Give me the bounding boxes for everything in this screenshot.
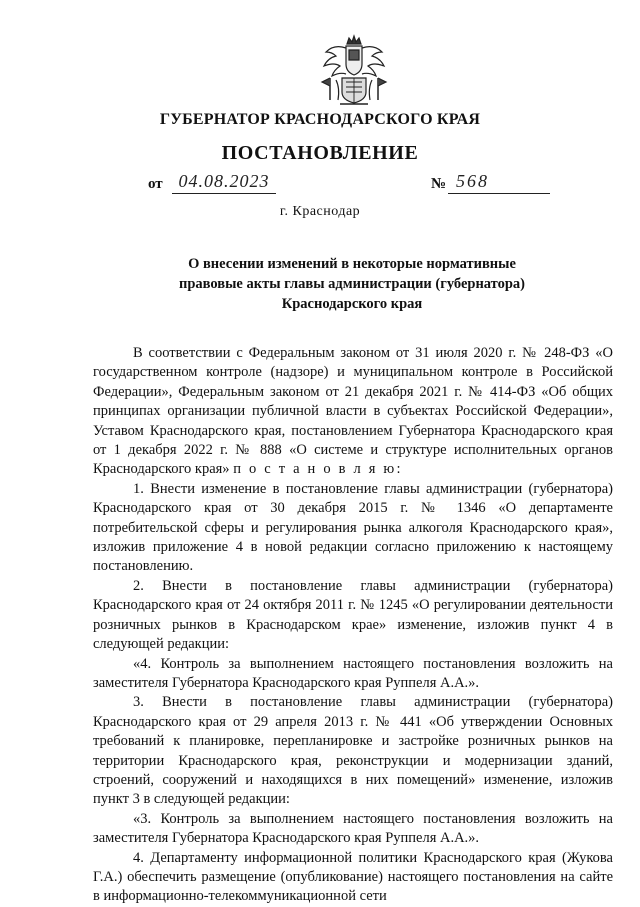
- subject-line: О внесении изменений в некоторые нормативные: [188, 256, 516, 272]
- item-2-quote: «4. Контроль за выполнением настоящего постановления возложить на заместителя Губернатора Краснодарского края Руппеля А.А.».: [93, 655, 613, 691]
- coat-of-arms-icon: [316, 34, 392, 106]
- item-1: 1. Внести изменение в постановление главы администрации (губернатора) Краснодарского края от 30 декабря 2015 г. № 1346 «О департаменте потребительской сферы и регулирования рынка алкоголя Краснодарского края», изложив приложение 4 в новой редакции согласно приложению к настоящему постановлению.: [93, 480, 613, 575]
- intro-text: В соответствии с Федеральным законом от 31 июля 2020 г. № 248-ФЗ «О государственном контроле (надзоре) и муниципальном контроле в Российской Федерации», Федеральным законом от 21 декабря 2021 г. № 414-ФЗ «Об общих принципах организации публичной власти в субъектах Российской Федерации», Уставом Краснодарского края, постановлением Губернатора Краснодарского края от 1 декабря 2022 г. № 888 «О системе и структуре исполнительных органов Краснодарского края»: [93, 345, 613, 478]
- item-3-quote: «3. Контроль за выполнением настоящего постановления возложить на заместителя Губернатора Краснодарского края Руппеля А.А.».: [93, 810, 613, 847]
- document-type: ПОСТАНОВЛЕНИЕ: [221, 142, 419, 164]
- decree-word: п о с т а н о в л я ю:: [233, 461, 403, 478]
- subject-line: правовые акты главы администрации (губернатора): [178, 276, 526, 292]
- document-body: [93, 344, 613, 907]
- date-value: 04.08.2023: [172, 172, 276, 194]
- number-label: №: [431, 176, 447, 192]
- authority-title: ГУБЕРНАТОР КРАСНОДАРСКОГО КРАЯ: [159, 111, 481, 128]
- item-3: 3. Внести в постановление главы администрации (губернатора) Краснодарского края от 29 апреля 2013 г. № 441 «Об утверждении Основных требований к планировке, перепланировке и застройке розничных рынков на территории Краснодарского края, реконструкции и модернизации зданий, строений, сооружений и находящихся в них помещений» изменение, изложив пункт 3 в следующей редакции:: [93, 694, 613, 808]
- document-subject: [150, 254, 554, 314]
- item-4: 4. Департаменту информационной политики Краснодарского края (Жукова Г.А.) обеспечить размещение (опубликование) настоящего постановления на сайте в информационно-телекоммуникационной сети: [93, 849, 613, 905]
- subject-line: Краснодарского края: [281, 296, 423, 312]
- number-value: 568: [448, 172, 550, 194]
- item-2: 2. Внести в постановление главы администрации (губернатора) Краснодарского края от 24 октября 2011 г. № 1245 «О регулировании деятельности розничных рынков в Краснодарском крае» изменение, изложив пункт 4 в следующей редакции:: [93, 577, 613, 653]
- city: г. Краснодар: [279, 204, 361, 219]
- intro-paragraph: [93, 344, 613, 480]
- date-label: от: [148, 176, 163, 192]
